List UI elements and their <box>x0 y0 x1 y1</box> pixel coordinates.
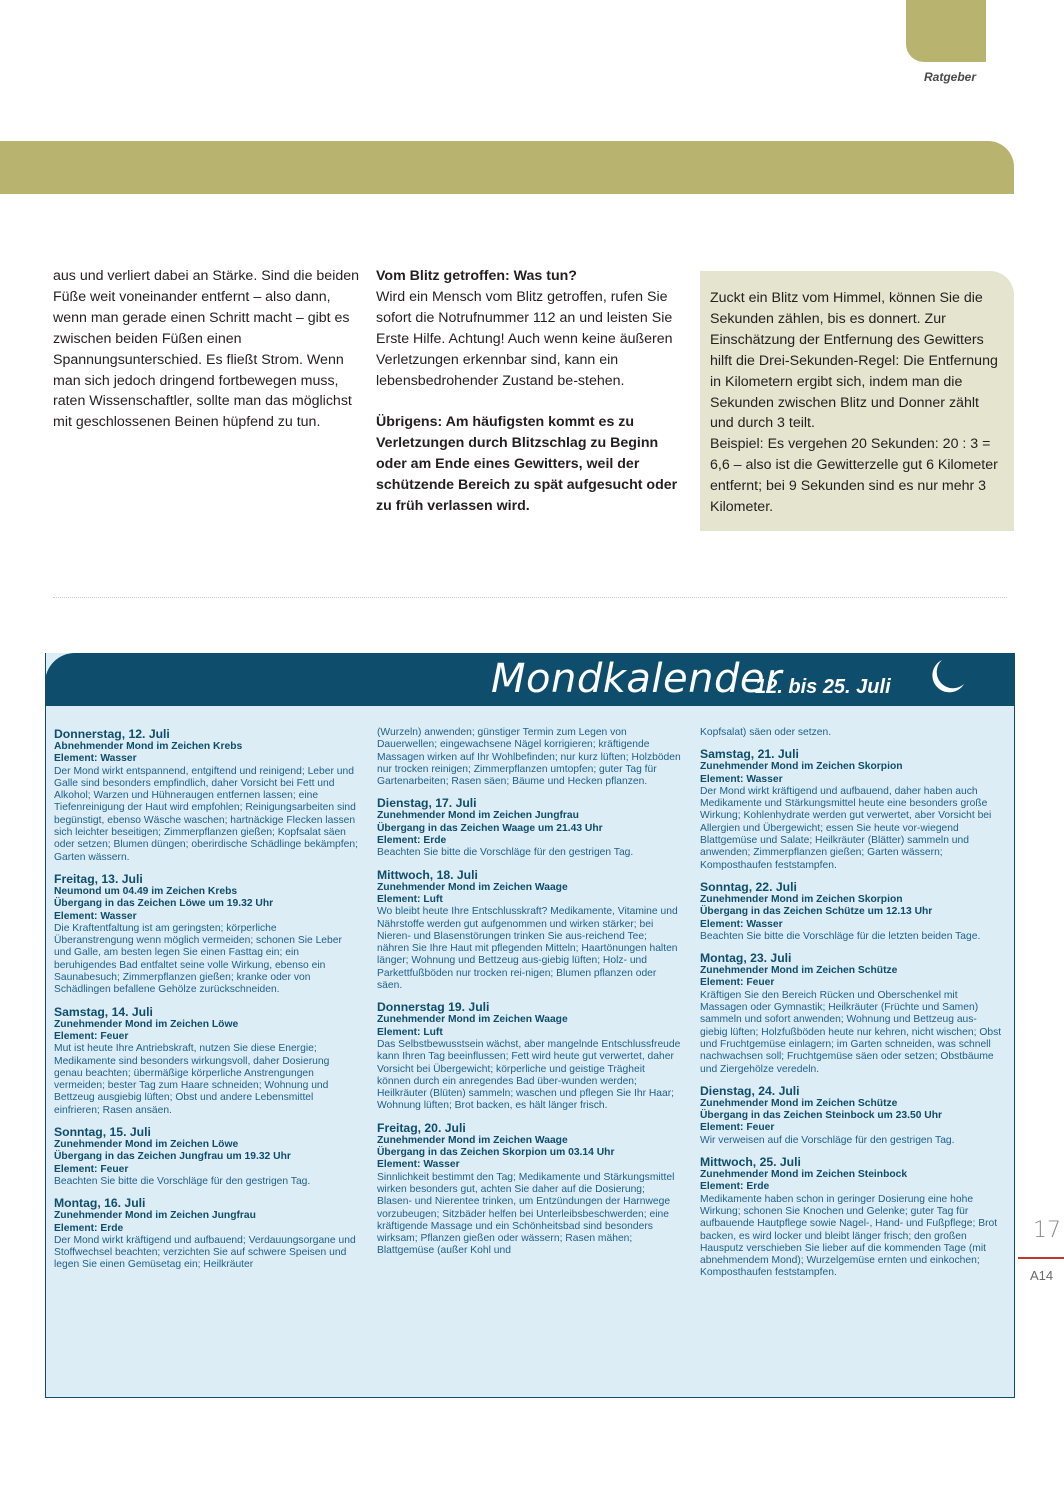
calendar-entry-subheading: Neumond um 04.49 im Zeichen Krebs <box>54 885 238 897</box>
calendar-entry <box>700 1084 1004 1147</box>
calendar-entry-text: Der Mond wirkt kräftigend und aufbauend, daher haben auch Medikamente und Stärkungsmittel heute eine besonders große Wirkung; Kohlenhydrate werden gut verwertet, aber Vorsicht bei Allergien und Übergewicht; essen Sie heute vor-wiegend Blattgemüse und Salate; Heilkräuter (Blätter) sammeln und anwenden; Zimmerpflanzen gießen; Garten wässern; Komposthaufen feststampfen. <box>700 785 992 871</box>
calendar-entry-subheading: Zunehmender Mond im Zeichen Steinbock <box>700 1169 908 1181</box>
calendar-entry-subheading: Element: Wasser <box>54 753 137 765</box>
crescent-moon-icon <box>926 656 968 698</box>
mondkalender-date-range: 12. bis 25. Juli <box>755 676 891 698</box>
calendar-entry-text: Wir verweisen auf die Vorschläge für den gestrigen Tag. <box>700 1134 955 1146</box>
divider <box>53 597 1007 598</box>
calendar-entry-subheading: Zunehmender Mond im Zeichen Waage <box>377 881 568 893</box>
calendar-entry <box>54 1196 358 1271</box>
calendar-entry-subheading: Element: Wasser <box>54 910 137 922</box>
calendar-entry-date: Montag, 16. Juli <box>54 1196 146 1211</box>
calendar-entry-subheading: Übergang in das Zeichen Waage um 21.43 Uhr <box>377 822 603 834</box>
calendar-entry-text: Die Kraftentfaltung ist am geringsten; körperliche Überanstrengung wenn möglich vermeiden; schonen Sie Leber und Galle, am besten legen Sie einen Fasttag ein; ein beruhigendes Bad entfaltet seine volle Wirkung, ebenso ein Saunabesuch; Zimmerpflanzen gießen; kranke oder von Schädlingen befallene Gehölze zurückschneiden. <box>54 922 342 996</box>
calendar-entry-subheading: Zunehmender Mond im Zeichen Jungfrau <box>54 1210 256 1222</box>
calendar-entry <box>54 872 358 997</box>
calendar-entry-text: (Wurzeln) anwenden; günstiger Termin zum Legen von Dauerwellen; eingewachsene Nägel korrigieren; kräftigende Massagen wirken auf Ihr Wohlbefinden; nur kurz lüften; Holzböden nur trocken reinigen; Zimmerpflanzen umtopfen; guter Tag für Gartenarbeiten; Rasen säen; Bäume und Hecken pflanzen. <box>377 727 681 788</box>
calendar-entry-subheading: Übergang in das Zeichen Löwe um 19.32 Uhr <box>54 898 274 910</box>
calendar-entry-subheading: Element: Feuer <box>54 1030 129 1042</box>
calendar-entry-text: Mut ist heute Ihre Antriebskraft, nutzen Sie diese Energie; Medikamente sind besonders wirkungsvoll, daher Dosierung genau beachten; übermäßige körperliche Anstrengungen vermeiden; bester Tag zum Haare schneiden; Wohnung und Bettzeug ausgiebig lüften; Obst und andere Lebensmittel einfrieren; Rasen ansäen. <box>54 1043 330 1116</box>
mondkalender-column-3 <box>700 727 1004 1288</box>
info-box-text: Zuckt ein Blitz vom Himmel, können Sie die Sekunden zählen, bis es donnert. Zur Einschätzung der Entfernung des Gewitters hilft die Drei-Sekunden-Regel: Die Entfernung in Kilometern ergibt sich, indem man die Sekunden zwischen Blitz und Donner zählt und durch 3 teilt. <box>710 290 998 432</box>
calendar-entry-date: Dienstag, 17. Juli <box>377 796 477 811</box>
calendar-entry-date: Donnerstag 19. Juli <box>377 1000 490 1015</box>
calendar-entry-subheading: Element: Wasser <box>377 1159 460 1171</box>
article-column-2 <box>376 266 681 517</box>
calendar-entry-text: Beachten Sie bitte die Vorschläge für die letzten beiden Tage. <box>700 930 981 942</box>
page-number: 17 <box>1033 1218 1061 1243</box>
article-column-1 <box>53 266 363 433</box>
article-paragraph: Wird ein Mensch vom Blitz getroffen, rufen Sie sofort die Notrufnummer 112 an und leisten Sie Erste Hilfe. Achtung! Auch wenn keine äußeren Verletzungen erkennbar sind, kann ein lebensbedrohender Zustand be-stehen. <box>376 288 673 389</box>
calendar-entry-subheading: Zunehmender Mond im Zeichen Löwe <box>54 1018 239 1030</box>
calendar-entry-subheading: Zunehmender Mond im Zeichen Skorpion <box>700 761 903 773</box>
calendar-entry-text: Medikamente haben schon in geringer Dosierung eine hohe Wirkung; schonen Sie Knochen und Gelenke; guter Tag für aufbauende Hautpflege sowie Nagel-, Hand- und Fußpflege; Brot backen, es wird locker und bleibt länger frisch; den großen Hausputz verschieben Sie lieber auf die kommenden Tage (mit abnehmendem Mond); Wurzelgemüse ernten und einkochen; Komposthaufen feststampfen. <box>700 1193 998 1279</box>
calendar-entry-text: Beachten Sie bitte die Vorschläge für den gestrigen Tag. <box>377 847 634 859</box>
calendar-entry-date: Samstag, 14. Juli <box>54 1004 153 1019</box>
calendar-entry-date: Mittwoch, 18. Juli <box>377 867 478 882</box>
calendar-entry-text: Kopfsalat) säen oder setzen. <box>700 727 832 738</box>
calendar-entry-subheading: Element: Erde <box>377 835 447 847</box>
calendar-entry-subheading: Übergang in das Zeichen Steinbock um 23.50 Uhr <box>700 1110 943 1122</box>
calendar-entry-subheading: Übergang in das Zeichen Jungfrau um 19.32 Uhr <box>54 1151 291 1163</box>
calendar-entry <box>700 880 1004 943</box>
footer-accent-line <box>1018 1257 1064 1259</box>
calendar-entry-subheading: Zunehmender Mond im Zeichen Schütze <box>700 965 898 977</box>
calendar-entry-date: Donnerstag, 12. Juli <box>54 727 170 741</box>
article-subheading: Vom Blitz getroffen: Was tun? <box>376 268 577 284</box>
decorative-band <box>0 141 1014 194</box>
calendar-entry-date: Freitag, 20. Juli <box>377 1120 466 1135</box>
calendar-entry-subheading: Zunehmender Mond im Zeichen Waage <box>377 1134 568 1146</box>
calendar-entry <box>54 1125 358 1188</box>
calendar-entry-text: Kräftigen Sie den Bereich Rücken und Oberschenkel mit Massagen oder Gymnastik; Heilkräuter (Früchte und Samen) sammeln und sofort anwenden; Wohnung und Bettzeug aus-giebig lüften; Holzfußböden heute nur kehren, nicht wischen; Obst und Fruchtgemüse einlagern; im Garten schneiden, was schnell nachwachsen soll; Fruchtgemüse säen oder setzen; Obstbäume und Ziergehölze veredeln. <box>700 989 1002 1075</box>
calendar-entry <box>377 796 681 859</box>
calendar-entry-text: Beachten Sie bitte die Vorschläge für den gestrigen Tag. <box>54 1175 311 1187</box>
calendar-entry <box>700 727 1004 739</box>
calendar-entry <box>700 951 1004 1076</box>
calendar-entry-subheading: Element: Feuer <box>700 1122 775 1134</box>
calendar-entry-subheading: Zunehmender Mond im Zeichen Löwe <box>54 1139 239 1151</box>
mondkalender-title: Mondkalender <box>491 656 782 702</box>
calendar-entry-text: Sinnlichkeit bestimmt den Tag; Medikamente und Stärkungsmittel wirken besonders gut, achten Sie daher auf die Dosierung; Blasen- und Nierentee trinken, um Entzündungen der Harnwege vorzubeugen; Sitzbäder helfen bei Unterleibsbeschwerden; eine kräftigende Massage und ein Schönheitsbad sind besonders wirksam; Pflanzen gießen oder wässern; Rasen mähen; Blattgemüse (außer Kohl und <box>377 1171 675 1257</box>
calendar-entry-subheading: Abnehmender Mond im Zeichen Krebs <box>54 741 243 752</box>
calendar-entry-date: Samstag, 21. Juli <box>700 747 799 762</box>
calendar-entry <box>377 1000 681 1112</box>
calendar-entry-subheading: Element: Erde <box>54 1222 124 1234</box>
mondkalender-column-2 <box>377 727 681 1266</box>
calendar-entry-date: Montag, 23. Juli <box>700 951 792 966</box>
calendar-entry-date: Sonntag, 15. Juli <box>54 1125 151 1140</box>
calendar-entry-subheading: Element: Wasser <box>700 773 783 785</box>
info-box-example: Beispiel: Es vergehen 20 Sekunden: 20 : 3 = 6,6 – also ist die Gewitterzelle gut 6 Kilometer entfernt; bei 9 Sekunden sind es nur mehr 3 Kilometer. <box>710 436 998 516</box>
mondkalender-column-1 <box>54 727 358 1280</box>
info-box <box>700 271 1014 531</box>
calendar-entry <box>700 1155 1004 1280</box>
section-tab <box>906 0 986 62</box>
calendar-entry-subheading: Element: Erde <box>700 1181 770 1193</box>
calendar-entry <box>54 727 358 864</box>
calendar-entry-date: Dienstag, 24. Juli <box>700 1083 800 1098</box>
calendar-entry-date: Sonntag, 22. Juli <box>700 879 797 894</box>
calendar-entry-text: Wo bleibt heute Ihre Entschlusskraft? Medikamente, Vitamine und Nährstoffe werden gut aufgenommen und wirken stärker; bei Nieren- und Blasenstörungen trinken Sie aus-reichend Tee; nähren Sie Ihre Haut mit pflegenden Mitteln; Haartönungen halten länger; Wohnung und Bettzeug aus-giebig lüften; Holz- und Parkettfußböden nur trocken rei-nigen; Blumen pflanzen oder säen. <box>377 906 678 992</box>
calendar-entry-subheading: Übergang in das Zeichen Skorpion um 03.14 Uhr <box>377 1147 615 1159</box>
calendar-entry <box>377 1121 681 1258</box>
calendar-entry-subheading: Element: Luft <box>377 893 443 905</box>
article-emphasis: Übrigens: Am häufigsten kommt es zu Verletzungen durch Blitzschlag zu Beginn oder am Ende eines Gewitters, weil der schützende Bereich zu spät aufgesucht oder zu früh verlassen wird. <box>376 414 678 515</box>
section-label: Ratgeber <box>923 70 976 84</box>
calendar-entry <box>377 727 681 788</box>
calendar-entry-subheading: Zunehmender Mond im Zeichen Schütze <box>700 1097 898 1109</box>
calendar-entry-subheading: Zunehmender Mond im Zeichen Skorpion <box>700 893 903 905</box>
calendar-entry <box>700 747 1004 872</box>
calendar-entry-subheading: Element: Wasser <box>700 918 783 930</box>
calendar-entry-text: Das Selbstbewusstsein wächst, aber mangelnde Entschlussfreude kann Ihren Tag beeinflussen; Fett wird heute gut verwertet, daher Vorsicht bei Übergewicht; körperliche und geistige Trägheit können durch ein anregendes Bad über-wunden werden; Heilkräuter (Blüten) sammeln; waschen und pflegen Sie Ihr Haar; Wohnung lüften; Brot backen, es hält länger frisch. <box>377 1038 681 1112</box>
calendar-entry-subheading: Übergang in das Zeichen Schütze um 12.13 Uhr <box>700 906 933 918</box>
calendar-entry-date: Freitag, 13. Juli <box>54 871 143 886</box>
calendar-entry-subheading: Zunehmender Mond im Zeichen Jungfrau <box>377 810 579 822</box>
calendar-entry-text: Der Mond wirkt kräftigend und aufbauend; Verdauungsorgane und Stoffwechsel beachten; verzichten Sie auf schwere Speisen und legen Sie einen Gemüsetag ein; Heilkräuter <box>54 1234 356 1271</box>
calendar-entry <box>377 868 681 993</box>
calendar-entry <box>54 1005 358 1117</box>
calendar-entry-text: Der Mond wirkt entspannend, entgiftend und reinigend; Leber und Galle sind besonders empfindlich, daher Vorsicht bei Fett und Alkohol; Warzen und Hühneraugen entfernen lassen; eine Tiefenreinigung der Haut wird empfohlen; Reinigungsarbeiten sind begünstigt, ebenso Wäsche waschen; hartnäckige Flecken lassen sich leichter beseitigen; Zimmerpflanzen gießen; Kopfsalat säen oder setzen; Blumen düngen; oberirdische Schädlinge bekämpfen; Garten wässern. <box>54 765 358 863</box>
calendar-entry-subheading: Element: Feuer <box>54 1163 129 1175</box>
page-code: A14 <box>1030 1268 1054 1283</box>
calendar-entry-subheading: Zunehmender Mond im Zeichen Waage <box>377 1014 568 1026</box>
calendar-entry-subheading: Element: Luft <box>377 1026 443 1038</box>
article-paragraph: aus und verliert dabei an Stärke. Sind die beiden Füße weit voneinander entfernt – also dann, wenn man gerade einen Schritt macht – gibt es zwischen beiden Füßen einen Spannungsunterschied. Es fließt Strom. Wenn man sich jedoch dringend fortbewegen muss, raten Wissenschaftler, sollte man das möglichst mit geschlossenen Beinen hüpfend zu tun. <box>53 268 360 431</box>
calendar-entry-subheading: Element: Feuer <box>700 977 775 989</box>
calendar-entry-date: Mittwoch, 25. Juli <box>700 1155 801 1170</box>
